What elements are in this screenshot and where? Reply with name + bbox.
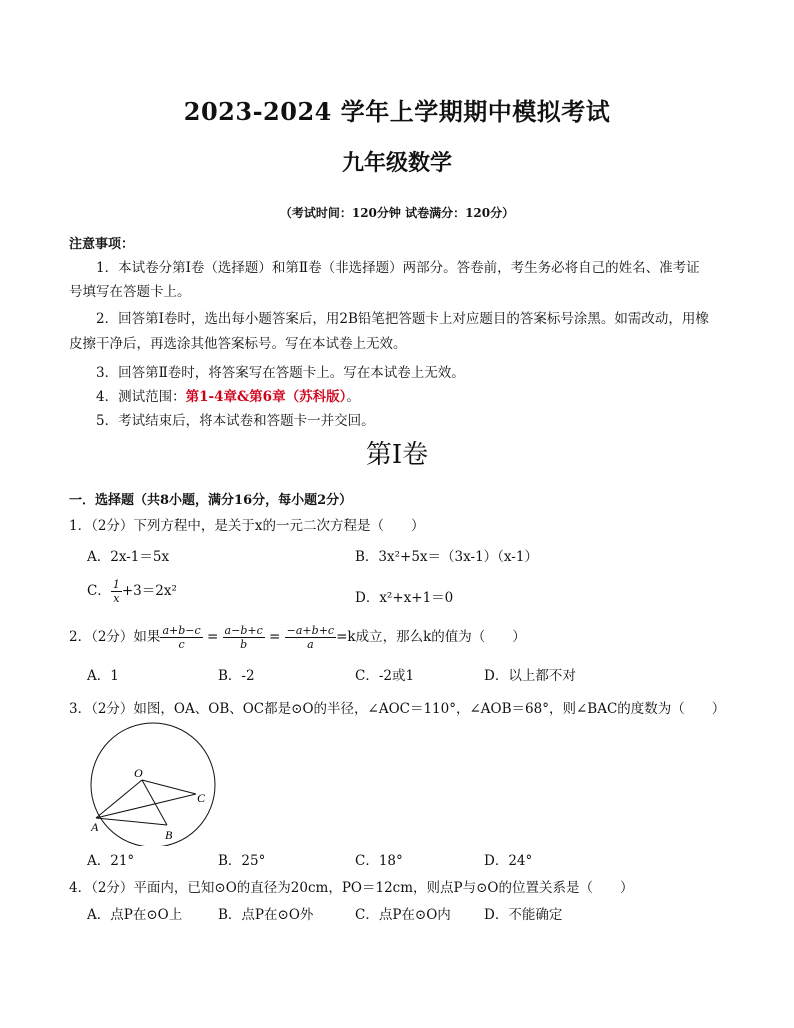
chord-ab [96,818,167,825]
notice-item-2-line-1: 2．回答第Ⅰ卷时，选出每小题答案后，用2B铅笔把答题卡上对应题目的答案标号涂黑。如需改动，用橡 [96,311,709,327]
q3-option-d: D．24° [484,853,533,869]
q2-option-b: B．-2 [218,668,255,684]
q2-fraction-1 [160,624,202,651]
q1-c-numerator: 1 [112,578,120,591]
notice-item-4 [96,385,360,409]
q2-prefix: 2．（2分）如果 [69,629,161,645]
radius-oc [142,780,196,794]
q2-f2-numerator: a−b+c [224,624,263,637]
test-range: 第1-4章&第6章（苏科版） [185,389,347,405]
notice-item-2-line-2: 皮擦干净后，再选涂其他答案标号。写在本试卷上无效。 [69,336,407,352]
notice-item-3: 3．回答第Ⅱ卷时，将答案写在答题卡上。写在本试卷上无效。 [96,365,465,381]
q1-option-c-prefix: C． [87,583,111,599]
q2-option-d: D．以上都不对 [484,668,576,684]
q3-option-c: C．18° [355,853,403,869]
q2-f1-numerator: a+b−c [162,624,201,637]
q1-option-c-suffix: +3＝2x² [121,583,177,599]
q4-option-b: B．点P在⊙O外 [218,907,314,923]
q1-c-denominator: x [113,592,120,605]
q4-option-d: D．不能确定 [484,907,563,923]
q2-f2-denominator: b [240,638,248,651]
q3-option-b: B．25° [218,853,266,869]
q2-option-a: A．1 [87,668,119,684]
label-b: B [165,828,173,842]
q4-option-a: A．点P在⊙O上 [87,907,183,923]
q3-option-a: A．21° [87,853,135,869]
exam-info: （考试时间：120分钟 试卷满分：120分） [279,206,515,220]
q2-f3-denominator: a [307,638,314,651]
notice-item-1-line-2: 号填写在答题卡上。 [69,284,191,300]
q2-fraction-2 [223,624,265,651]
q1-option-d: D．x²+x+1＝0 [355,590,454,606]
q2-f3-numerator: −a+b+c [286,624,335,637]
q2-equals-1: = [206,629,219,645]
label-a: A [91,820,99,834]
section-title: 第Ⅰ卷 [365,440,429,470]
q4-stem: 4．（2分）平面内，已知⊙O的直径为20cm，PO＝12cm，则点P与⊙O的位置关系是（ ） [69,880,634,896]
notice-heading: 注意事项： [69,237,135,252]
notice-item-4-prefix: 4．测试范围： [96,389,186,405]
q1-stem: 1．（2分）下列方程中，是关于x的一元二次方程是（ ） [69,518,425,534]
q2-equals-2: = [269,629,281,645]
label-c: C [197,791,206,805]
q3-stem: 3．（2分）如图，OA、OB、OC都是⊙O的半径，∠AOC＝110°，∠AOB＝68°，则∠BAC的度数为（ ） [69,701,726,717]
q4-option-c: C．点P在⊙O内 [355,907,451,923]
q2-option-c: C．-2或1 [355,668,415,684]
q2-fraction-3 [285,624,336,651]
label-o: O [134,766,143,780]
notice-item-4-suffix: 。 [346,389,360,405]
notice-item-5: 5．考试结束后，将本试卷和答题卡一并交回。 [96,413,375,429]
part-1-heading: 一．选择题（共8小题，满分16分，每小题2分） [69,493,353,508]
q1-option-b: B．3x²+5x＝（3x-1）（x-1） [355,549,538,565]
circle-o [91,723,215,846]
q2-f1-denominator: c [178,638,185,651]
q2-stem [69,624,526,651]
notice-item-1-line-1: 1．本试卷分第Ⅰ卷（选择题）和第Ⅱ卷（非选择题）两部分。答卷前，考生务必将自己的姓名、准考证 [96,260,700,276]
q2-suffix: =k成立，那么k的值为（ ） [336,629,526,645]
q1-option-a: A．2x-1＝5x [87,549,170,565]
radius-ob [142,780,167,825]
q3-circle-figure [80,722,230,846]
exam-subtitle: 九年级数学 [341,150,452,176]
q1-option-c-fraction [111,578,122,605]
exam-title: 2023-2024 学年上学期期中模拟考试 [183,97,611,126]
q1-option-c [87,578,177,605]
